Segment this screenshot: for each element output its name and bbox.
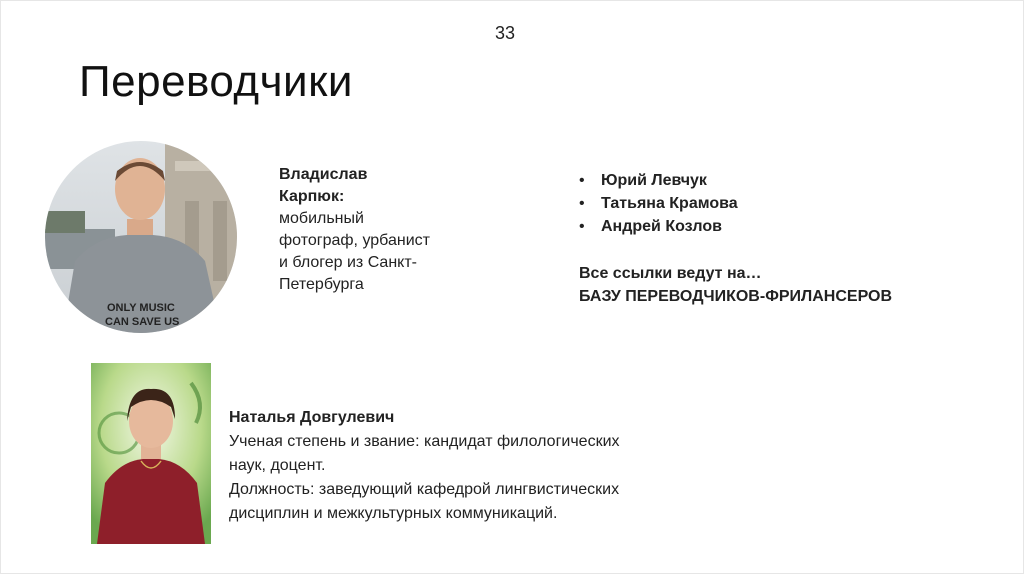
translator-bio-natalya: [229, 406, 709, 526]
list-item-label: Юрий Левчук: [601, 172, 707, 189]
links-note-line2: БАЗУ ПЕРЕВОДЧИКОВ-ФРИЛАНСЕРОВ: [579, 288, 893, 305]
portrait-photo-natalya: [91, 363, 211, 544]
shirt-text-line1: ONLY MUSIC: [107, 302, 175, 314]
translator-detail-line: наук, доцент.: [229, 457, 326, 474]
page-number: 33: [494, 23, 516, 43]
list-item: [579, 215, 738, 238]
translator-description-line: Петербурга: [279, 276, 364, 293]
translator-detail-line: Должность: заведующий кафедрой лингвистических: [229, 481, 620, 498]
translator-description-line: фотограф, урбанист: [279, 232, 430, 249]
translator-name-line2: Карпюк:: [279, 188, 345, 205]
translator-description-line: и блогер из Санкт-: [279, 254, 417, 271]
shirt-text-line2: CAN SAVE US: [105, 316, 180, 328]
translators-list: [579, 169, 738, 238]
links-note-line1: Все ссылки ведут на…: [579, 265, 762, 282]
portrait-photo-vladislav: [45, 141, 237, 333]
translator-detail-line: Ученая степень и звание: кандидат филологических: [229, 433, 620, 450]
list-item-label: Татьяна Крамова: [601, 195, 738, 212]
list-item: [579, 192, 738, 215]
list-item: [579, 169, 738, 192]
translator-detail-line: дисциплин и межкультурных коммуникаций.: [229, 505, 558, 522]
bullet-icon: •: [579, 218, 585, 235]
translator-name: Наталья Довгулевич: [229, 409, 395, 426]
portrait-illustration: [91, 363, 211, 544]
links-note: [579, 262, 892, 308]
portrait-illustration: [45, 141, 237, 333]
bullet-icon: •: [579, 195, 585, 212]
translator-bio-vladislav: [279, 164, 479, 296]
slide-title: Переводчики: [79, 57, 353, 106]
bullet-icon: •: [579, 172, 585, 189]
translator-name-line1: Владислав: [279, 166, 368, 183]
translator-description-line: мобильный: [279, 210, 364, 227]
list-item-label: Андрей Козлов: [601, 218, 722, 235]
